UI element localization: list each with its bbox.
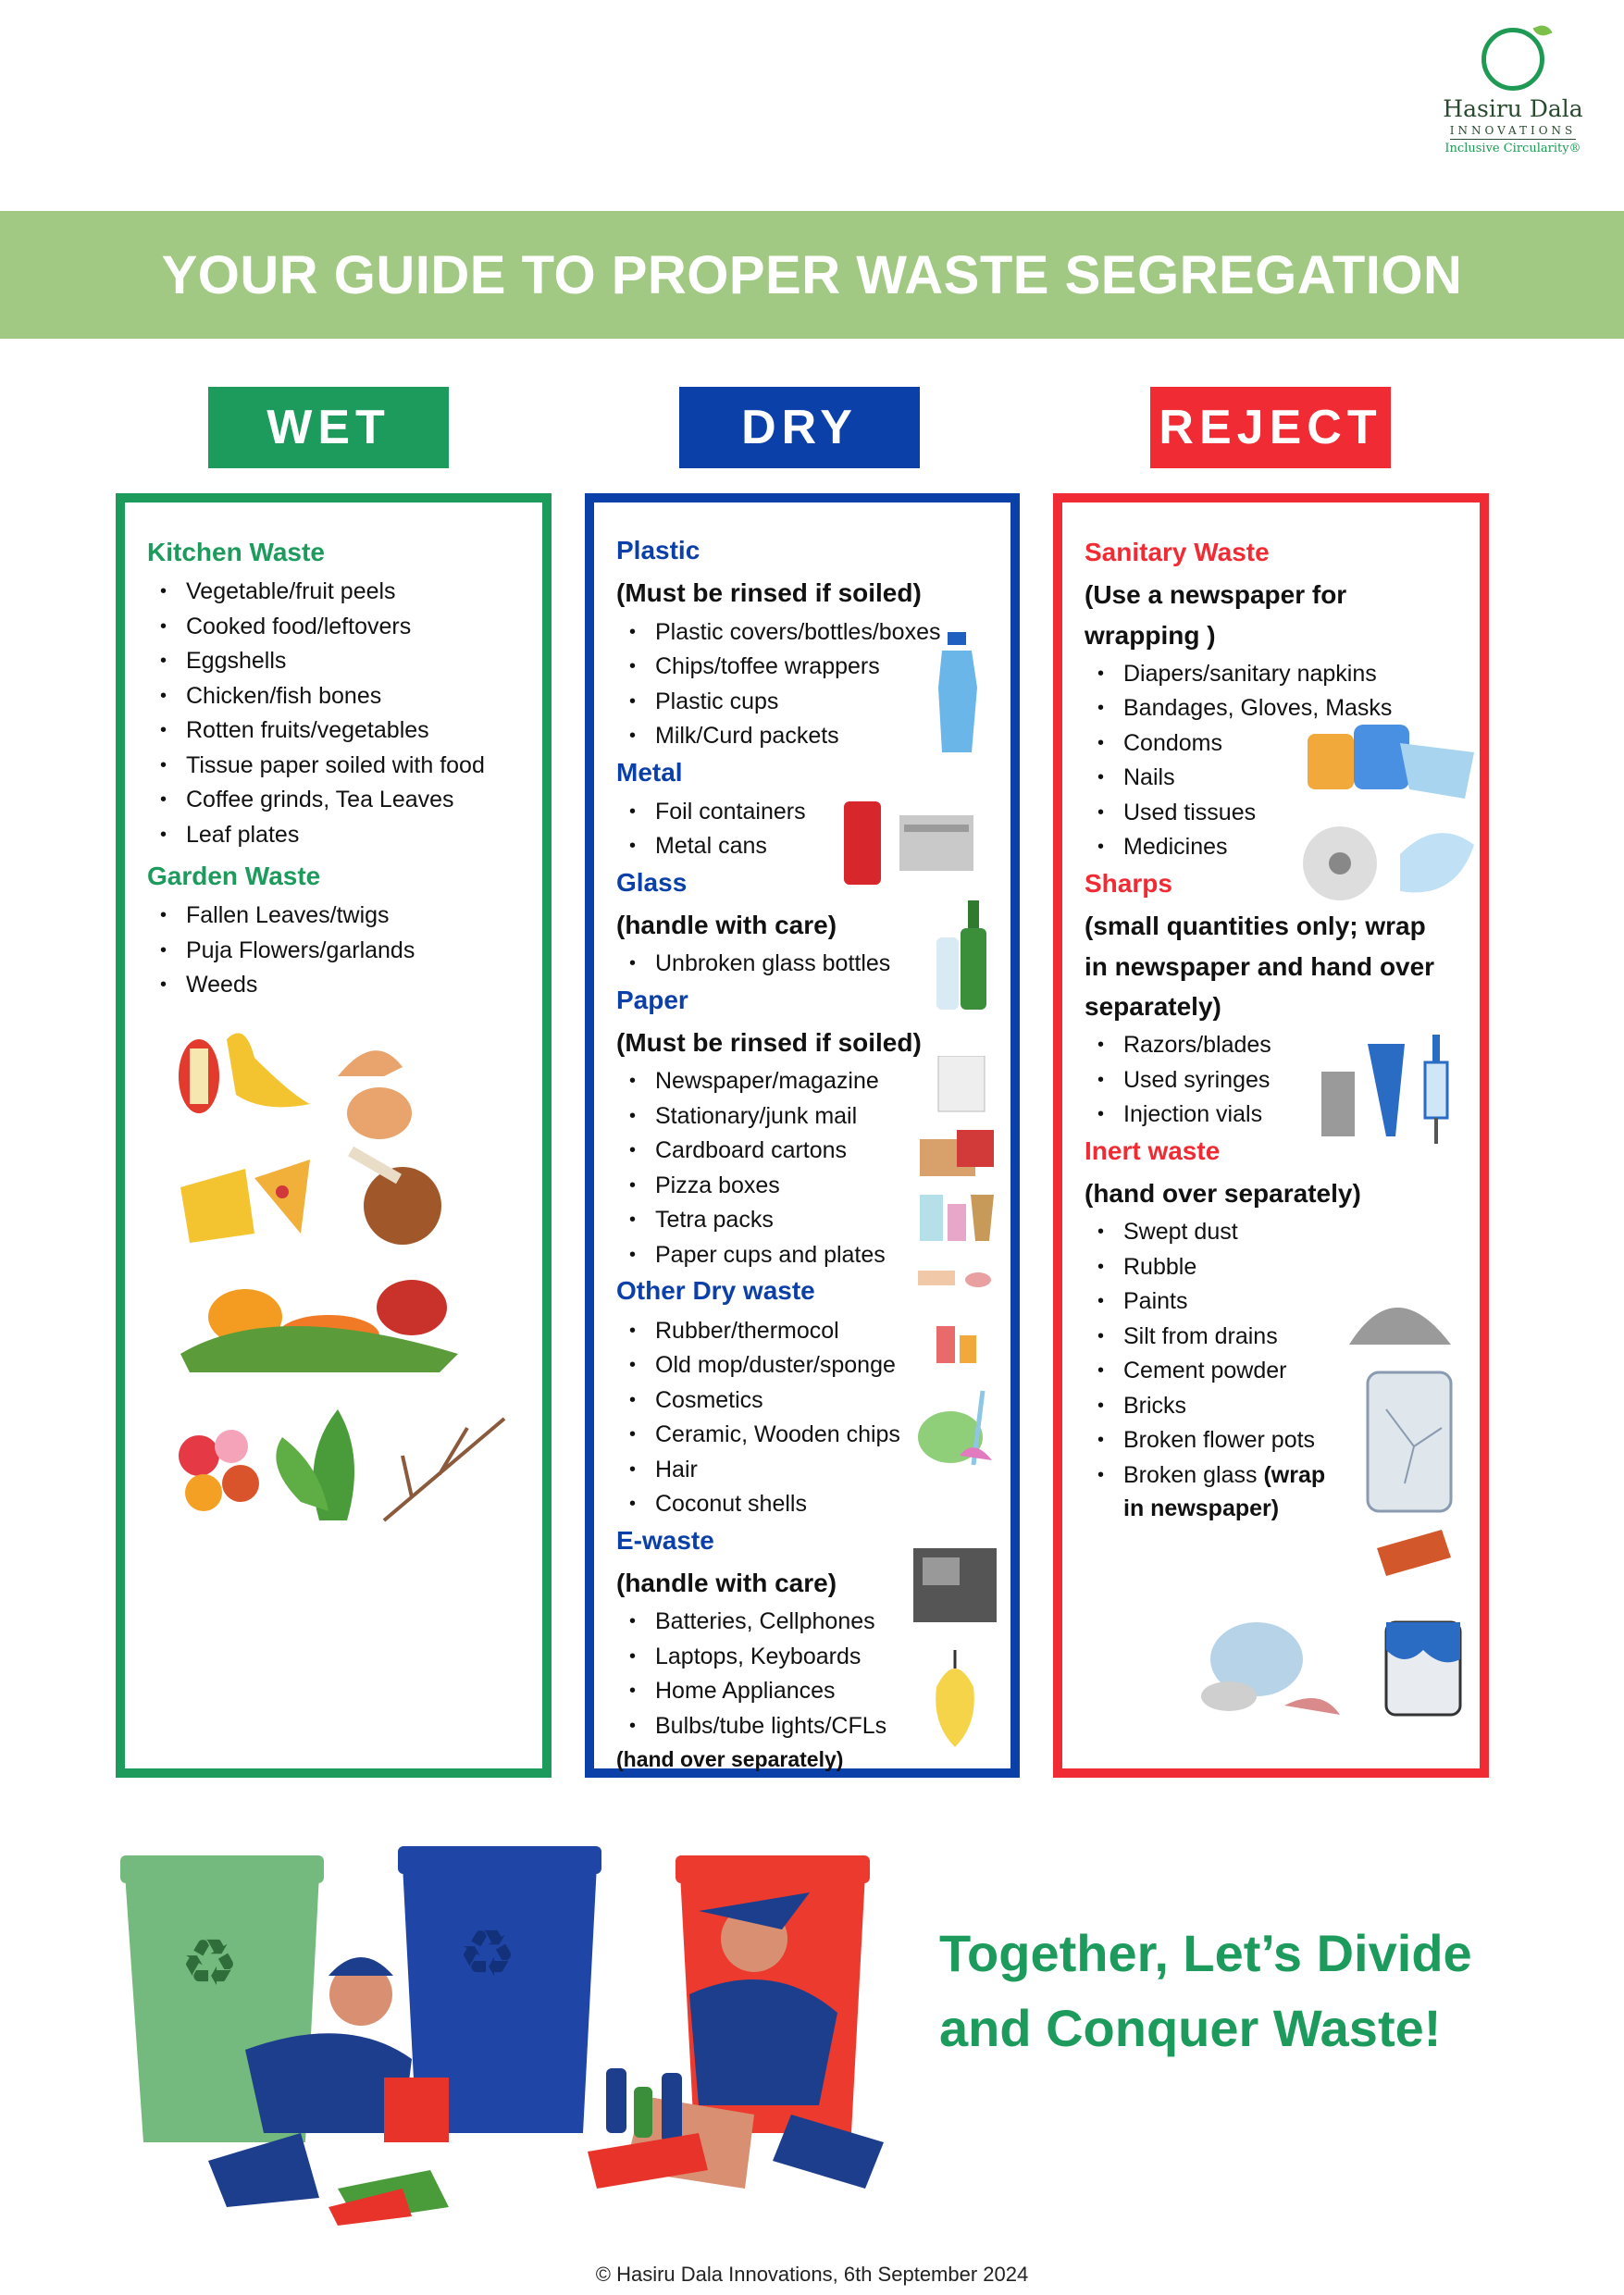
list-item: • Weeds xyxy=(147,968,520,1003)
list-item: • Paper cups and plates xyxy=(616,1238,988,1273)
slogan-line-2: and Conquer Waste! xyxy=(939,1999,1442,2058)
other-dry-waste-icon xyxy=(918,1271,1001,1511)
kitchen-waste-heading: Kitchen Waste xyxy=(147,538,325,566)
list-item: • Chips/toffee wrappers xyxy=(616,650,988,685)
logo-sub: INNOVATIONS xyxy=(1450,124,1577,140)
papers-icon xyxy=(329,2170,449,2226)
list-item: • Eggshells xyxy=(147,644,520,679)
list-item: • Used syringes xyxy=(1085,1063,1457,1098)
apple-core-icon xyxy=(179,1039,219,1113)
wet-category-header: WET xyxy=(208,387,449,468)
list-item: • Ceramic, Wooden chips xyxy=(616,1418,988,1453)
banana-peel-icon xyxy=(227,1033,310,1107)
paper-stack-icon xyxy=(920,1056,994,1241)
flowers-icon xyxy=(179,1430,259,1511)
list-item: • Milk/Curd packets xyxy=(616,719,988,754)
vegetable-peels-icon xyxy=(180,1280,458,1372)
wet-column xyxy=(116,493,552,1778)
list-item: • Cement powder xyxy=(1085,1354,1457,1389)
title-band xyxy=(0,211,1624,339)
list-item: • Vegetable/fruit peels xyxy=(147,575,520,610)
paper-heading: Paper xyxy=(616,985,688,1014)
metal-heading: Metal xyxy=(616,757,683,787)
dry-column xyxy=(585,493,1020,1778)
list-item: • Cosmetics xyxy=(616,1383,988,1419)
plastic-list xyxy=(616,615,988,754)
list-item: • Cardboard cartons xyxy=(616,1134,988,1169)
list-item: • Newspaper/magazine xyxy=(616,1064,988,1099)
list-item: • Foil containers xyxy=(616,795,988,830)
list-item: • Swept dust xyxy=(1085,1215,1457,1250)
dry-category-header: DRY xyxy=(679,387,920,468)
paper-note: (Must be rinsed if soiled) xyxy=(616,1028,922,1058)
leaves-icon xyxy=(276,1409,354,1520)
wet-waste-illustration xyxy=(162,1021,523,1706)
list-item: • Injection vials xyxy=(1085,1098,1457,1133)
plastic-note: (Must be rinsed if soiled) xyxy=(616,578,922,608)
list-item: • Rubble xyxy=(1085,1250,1457,1285)
inert-waste-icon xyxy=(1340,1271,1469,1576)
chicken-bone-icon xyxy=(348,1147,441,1245)
plastic-bottle-icon xyxy=(935,632,990,762)
list-item: • Puja Flowers/garlands xyxy=(147,934,520,969)
inert-note: (hand over separately) xyxy=(1085,1179,1361,1209)
page-title: YOUR GUIDE TO PROPER WASTE SEGREGATION xyxy=(161,244,1463,305)
ewaste-footer-note: (hand over separately) xyxy=(616,1747,844,1772)
list-item: • Chicken/fish bones xyxy=(147,679,520,714)
garden-waste-list xyxy=(147,899,520,1003)
sharps-heading: Sharps xyxy=(1085,868,1172,898)
logo-ring-icon xyxy=(1481,28,1544,91)
list-item: • Rubber/thermocol xyxy=(616,1314,988,1349)
broken-glass-note: (wrap in newspaper) xyxy=(1123,1461,1326,1521)
kitchen-waste-list xyxy=(147,575,520,852)
list-item: • Medicines xyxy=(1085,830,1457,865)
reject-column xyxy=(1053,493,1489,1778)
eggshell-icon xyxy=(338,1050,412,1139)
list-item: • Laptops, Keyboards xyxy=(616,1640,988,1675)
broken-pots-paint-icon xyxy=(1201,1585,1479,1743)
list-item: • Old mop/duster/sponge xyxy=(616,1348,988,1383)
list-item: • Diapers/sanitary napkins xyxy=(1085,657,1457,692)
copyright-footer: © Hasiru Dala Innovations, 6th September 2024 xyxy=(595,2263,1029,2286)
list-item: • Silt from drains xyxy=(1085,1320,1457,1355)
list-item: • Rotten fruits/vegetables xyxy=(147,713,520,749)
sanitary-waste-heading: Sanitary Waste xyxy=(1085,538,1270,566)
list-item: • Bandages, Gloves, Masks xyxy=(1085,691,1457,726)
sharps-note: (small quantities only; wrap in newspaper and hand over separately) xyxy=(1085,912,1435,1021)
list-item: • Nails xyxy=(1085,761,1457,796)
list-item: • Cooked food/leftovers xyxy=(147,610,520,645)
sanitary-waste-icon xyxy=(1298,725,1483,910)
list-item: • Razors/blades xyxy=(1085,1028,1457,1063)
list-item: • Home Appliances xyxy=(616,1674,988,1709)
ewaste-heading: E-waste xyxy=(616,1525,714,1555)
food-leftovers-icon xyxy=(180,1160,310,1243)
glass-note: (handle with care) xyxy=(616,910,837,939)
broken-glass-label: Broken glass xyxy=(1123,1461,1258,1488)
list-item: • Broken flower pots xyxy=(1085,1423,1457,1458)
list-item: • Coffee grinds, Tea Leaves xyxy=(147,783,520,818)
sanitary-note: (Use a newspaper for wrapping ) xyxy=(1085,580,1347,650)
list-item: • Condoms xyxy=(1085,726,1457,762)
list-item: • Tissue paper soiled with food xyxy=(147,749,520,784)
list-item: • Leaf plates xyxy=(147,818,520,853)
inert-waste-heading: Inert waste xyxy=(1085,1135,1221,1165)
list-item: • Plastic covers/bottles/boxes xyxy=(616,615,988,651)
list-item: • Coconut shells xyxy=(616,1487,988,1522)
list-item: • Plastic cups xyxy=(616,685,988,720)
twig-icon xyxy=(384,1419,504,1520)
plastic-heading: Plastic xyxy=(616,536,700,564)
garden-waste-heading: Garden Waste xyxy=(147,862,321,891)
ewaste-icon xyxy=(913,1548,1001,1761)
list-item: • Used tissues xyxy=(1085,796,1457,831)
list-item: • Batteries, Cellphones xyxy=(616,1605,988,1640)
reject-category-header: REJECT xyxy=(1150,387,1391,468)
segregation-people-illustration xyxy=(106,1837,902,2226)
list-item: • Bricks xyxy=(1085,1389,1457,1424)
list-item: • Tetra packs xyxy=(616,1203,988,1238)
glass-bottle-icon xyxy=(929,900,994,1011)
list-item: • Stationary/junk mail xyxy=(616,1099,988,1135)
list-item: • Unbroken glass bottles xyxy=(616,947,988,982)
list-item: • Pizza boxes xyxy=(616,1169,988,1204)
svg-text:♻: ♻ xyxy=(458,1916,516,1991)
ewaste-note: (handle with care) xyxy=(616,1568,837,1597)
glass-heading: Glass xyxy=(616,867,688,897)
slogan xyxy=(939,1916,1550,2066)
logo-tagline: Inclusive Circularity® xyxy=(1444,141,1581,155)
hasiru-dala-logo xyxy=(1425,28,1601,176)
list-item xyxy=(1085,1458,1336,1525)
list-item: • Hair xyxy=(616,1453,988,1488)
list-item: • Bulbs/tube lights/CFLs xyxy=(616,1709,988,1744)
metal-can-foil-icon xyxy=(844,797,983,889)
list-item: • Paints xyxy=(1085,1284,1457,1320)
list-item: • Fallen Leaves/twigs xyxy=(147,899,520,934)
other-dry-heading: Other Dry waste xyxy=(616,1276,815,1306)
svg-text:♻: ♻ xyxy=(180,1925,239,2001)
sharps-icon xyxy=(1321,1035,1479,1146)
list-item: • Metal cans xyxy=(616,829,988,864)
logo-name: Hasiru Dala xyxy=(1443,95,1583,122)
slogan-line-1: Together, Let’s Divide xyxy=(939,1924,1472,1982)
